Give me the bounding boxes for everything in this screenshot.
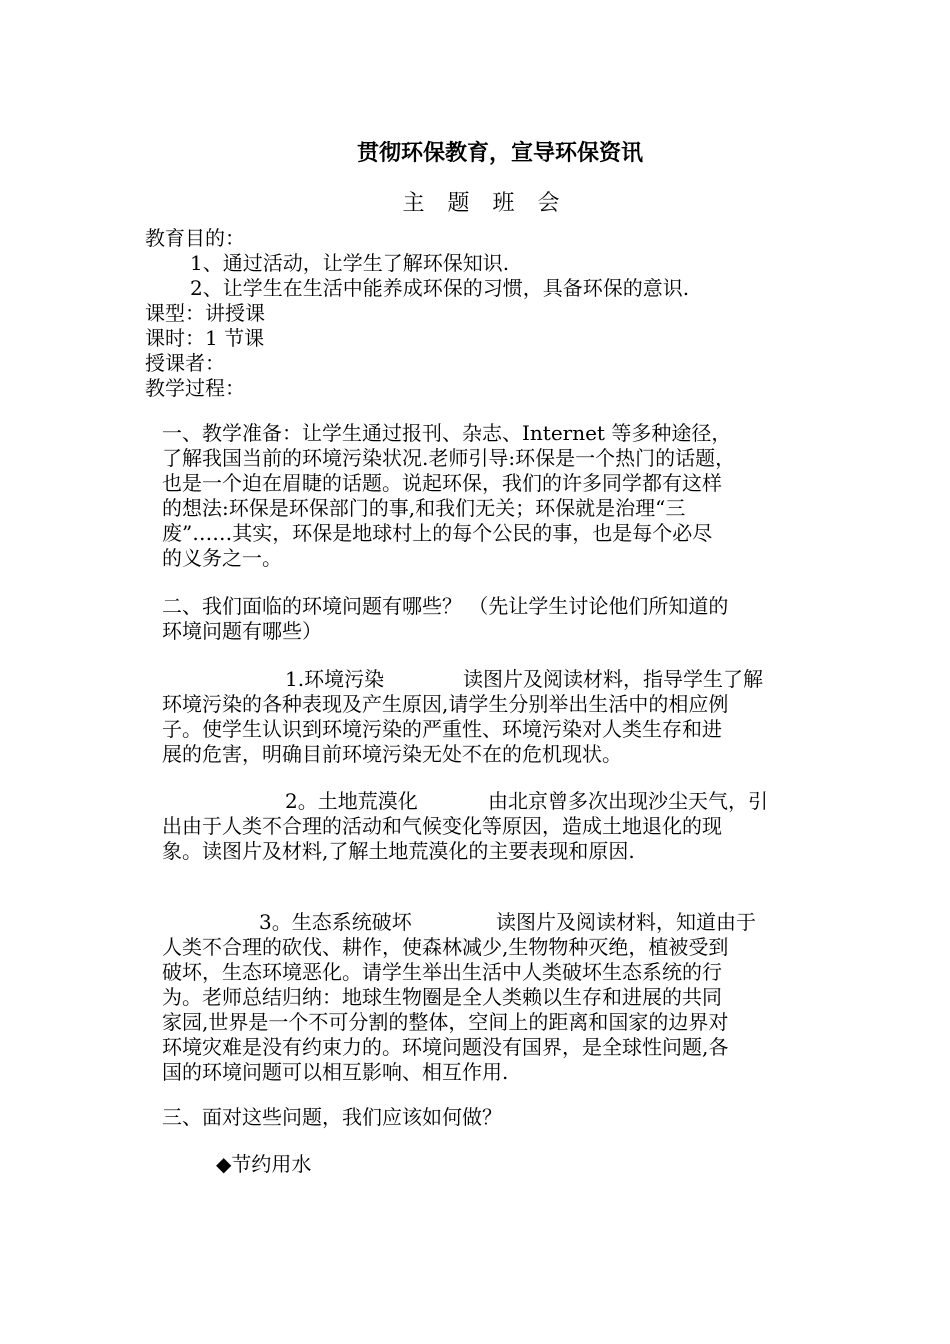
item1-line: 环境污染的各种表现及产生原因,请学生分别举出生活中的相应例 [162,692,729,716]
section1-line: 一、教学准备：让学生通过报刊、杂志、Internet 等多种途径， [162,421,732,445]
section1-line: 的想法:环保是环保部门的事,和我们无关；环保就是治理“三 [162,496,686,520]
item3-line: 人类不合理的砍伐、耕作，使森林减少,生物物种灭绝，植被受到 [162,935,729,959]
item3-line: 家园,世界是一个不可分割的整体，空间上的距离和国家的边界对 [162,1010,729,1034]
teacher: 授课者： [145,351,225,375]
item1-line: 展的危害，明确目前环境污染无处不在的危机现状。 [162,742,622,766]
item1-heading: 1.环境污染 [285,667,385,691]
page-subtitle: 主 题 班 会 [402,191,568,216]
section1-line: 也是一个迫在眉睫的话题。说起环保，我们的许多同学都有这样 [162,471,722,495]
objective-label: 教育目的： [145,226,245,250]
section3-line: 三、面对这些问题，我们应该如何做？ [162,1105,502,1129]
item3-lead: 读图片及阅读材料，知道由于 [496,910,756,934]
bullet-item: ◆节约用水 [216,1152,312,1176]
section1-line: 了解我国当前的环境污染状况.老师引导:环保是一个热门的话题， [162,446,736,470]
item2-line: 出由于人类不合理的活动和气候变化等原因，造成土地退化的现 [162,814,722,838]
section1-line: 的义务之一。 [162,546,282,570]
item3-line: 国的环境问题可以相互影响、相互作用. [162,1060,509,1084]
lesson-type: 课型：讲授课 [145,301,265,325]
item3-line: 破坏，生态环境恶化。请学生举出生活中人类破坏生态系统的行 [162,960,722,984]
item1-lead: 读图片及阅读材料，指导学生了解 [463,667,763,691]
section1-line: 废”……其实，环保是地球村上的每个公民的事，也是每个必尽 [162,521,713,545]
page-title: 贯彻环保教育，宣导环保资讯 [356,140,643,166]
item1-line: 子。使学生认识到环境污染的严重性、环境污染对人类生存和进 [162,717,722,741]
section2-line: 环境问题有哪些） [162,619,322,643]
item2-line: 象。读图片及材料,了解土地荒漠化的主要表现和原因. [162,839,635,863]
item2-lead: 由北京曾多次出现沙尘天气，引 [488,789,768,813]
item2-heading: 2。土地荒漠化 [285,789,418,813]
item3-line: 环境灾难是没有约束力的。环境问题没有国界，是全球性问题,各 [162,1035,729,1059]
objective-2: 2、让学生在生活中能养成环保的习惯，具备环保的意识. [190,276,690,300]
item3-heading: 3。生态系统破坏 [259,910,412,934]
lesson-time: 课时：1 节课 [145,326,265,350]
item3-line: 为。老师总结归纳：地球生物圈是全人类赖以生存和进展的共同 [162,985,722,1009]
objective-1: 1、通过活动，让学生了解环保知识. [190,251,510,275]
process-label: 教学过程： [145,376,245,400]
section2-line: 二、我们面临的环境问题有哪些？ （先让学生讨论他们所知道的 [162,594,729,618]
